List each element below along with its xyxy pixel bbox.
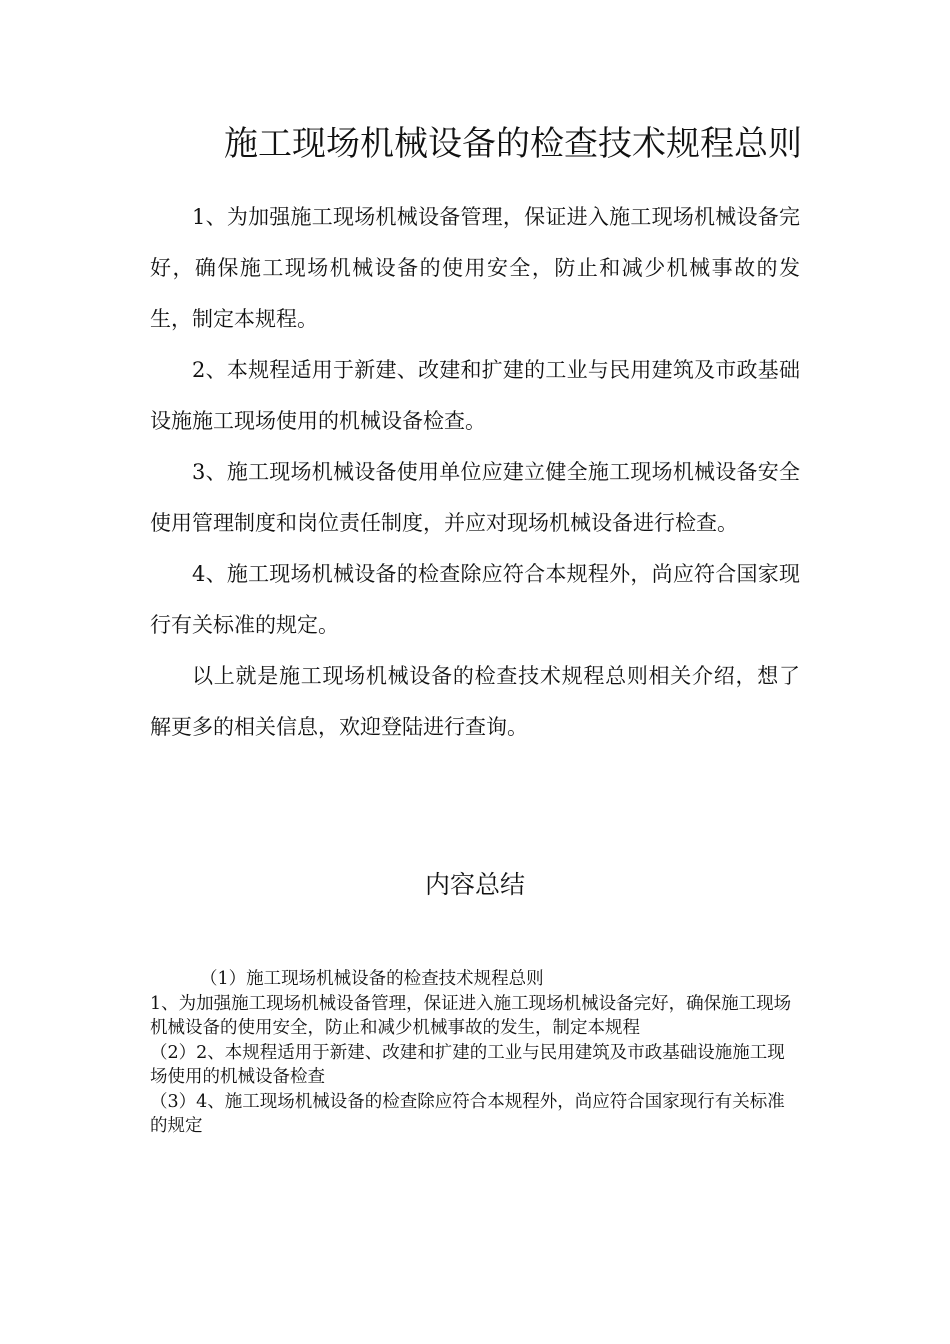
- summary-line-2: 1、为加强施工现场机械设备管理，保证进入施工现场机械设备完好，确保施工现场机械设备的使用安全，防止和减少机械事故的发生，制定本规程: [150, 993, 792, 1038]
- summary-line-4: （3）4、施工现场机械设备的检查除应符合本规程外，尚应符合国家现行有关标准的规定: [150, 1091, 785, 1136]
- body-paragraph-1: 1、为加强施工现场机械设备管理，保证进入施工现场机械设备完好，确保施工现场机械设备的使用安全，防止和减少机械事故的发生，制定本规程。: [150, 205, 800, 331]
- body-paragraph-4: 4、施工现场机械设备的检查除应符合本规程外，尚应符合国家现行有关标准的规定。: [150, 562, 800, 637]
- summary-block: [150, 967, 795, 1139]
- summary-heading: 内容总结: [424, 870, 525, 899]
- summary-line-1: （1）施工现场机械设备的检查技术规程总则: [200, 969, 544, 989]
- document-body: [150, 192, 800, 753]
- body-paragraph-2: 2、本规程适用于新建、改建和扩建的工业与民用建筑及市政基础设施施工现场使用的机械设备检查。: [150, 358, 800, 433]
- body-paragraph-5: 以上就是施工现场机械设备的检查技术规程总则相关介绍，想了解更多的相关信息，欢迎登陆进行查询。: [150, 664, 800, 739]
- body-paragraph-3: 3、施工现场机械设备使用单位应建立健全施工现场机械设备安全使用管理制度和岗位责任制度，并应对现场机械设备进行检查。: [150, 460, 800, 535]
- summary-line-3: （2）2、本规程适用于新建、改建和扩建的工业与民用建筑及市政基础设施施工现场使用的机械设备检查: [150, 1042, 785, 1087]
- document-title: 施工现场机械设备的检查技术规程总则: [224, 124, 802, 164]
